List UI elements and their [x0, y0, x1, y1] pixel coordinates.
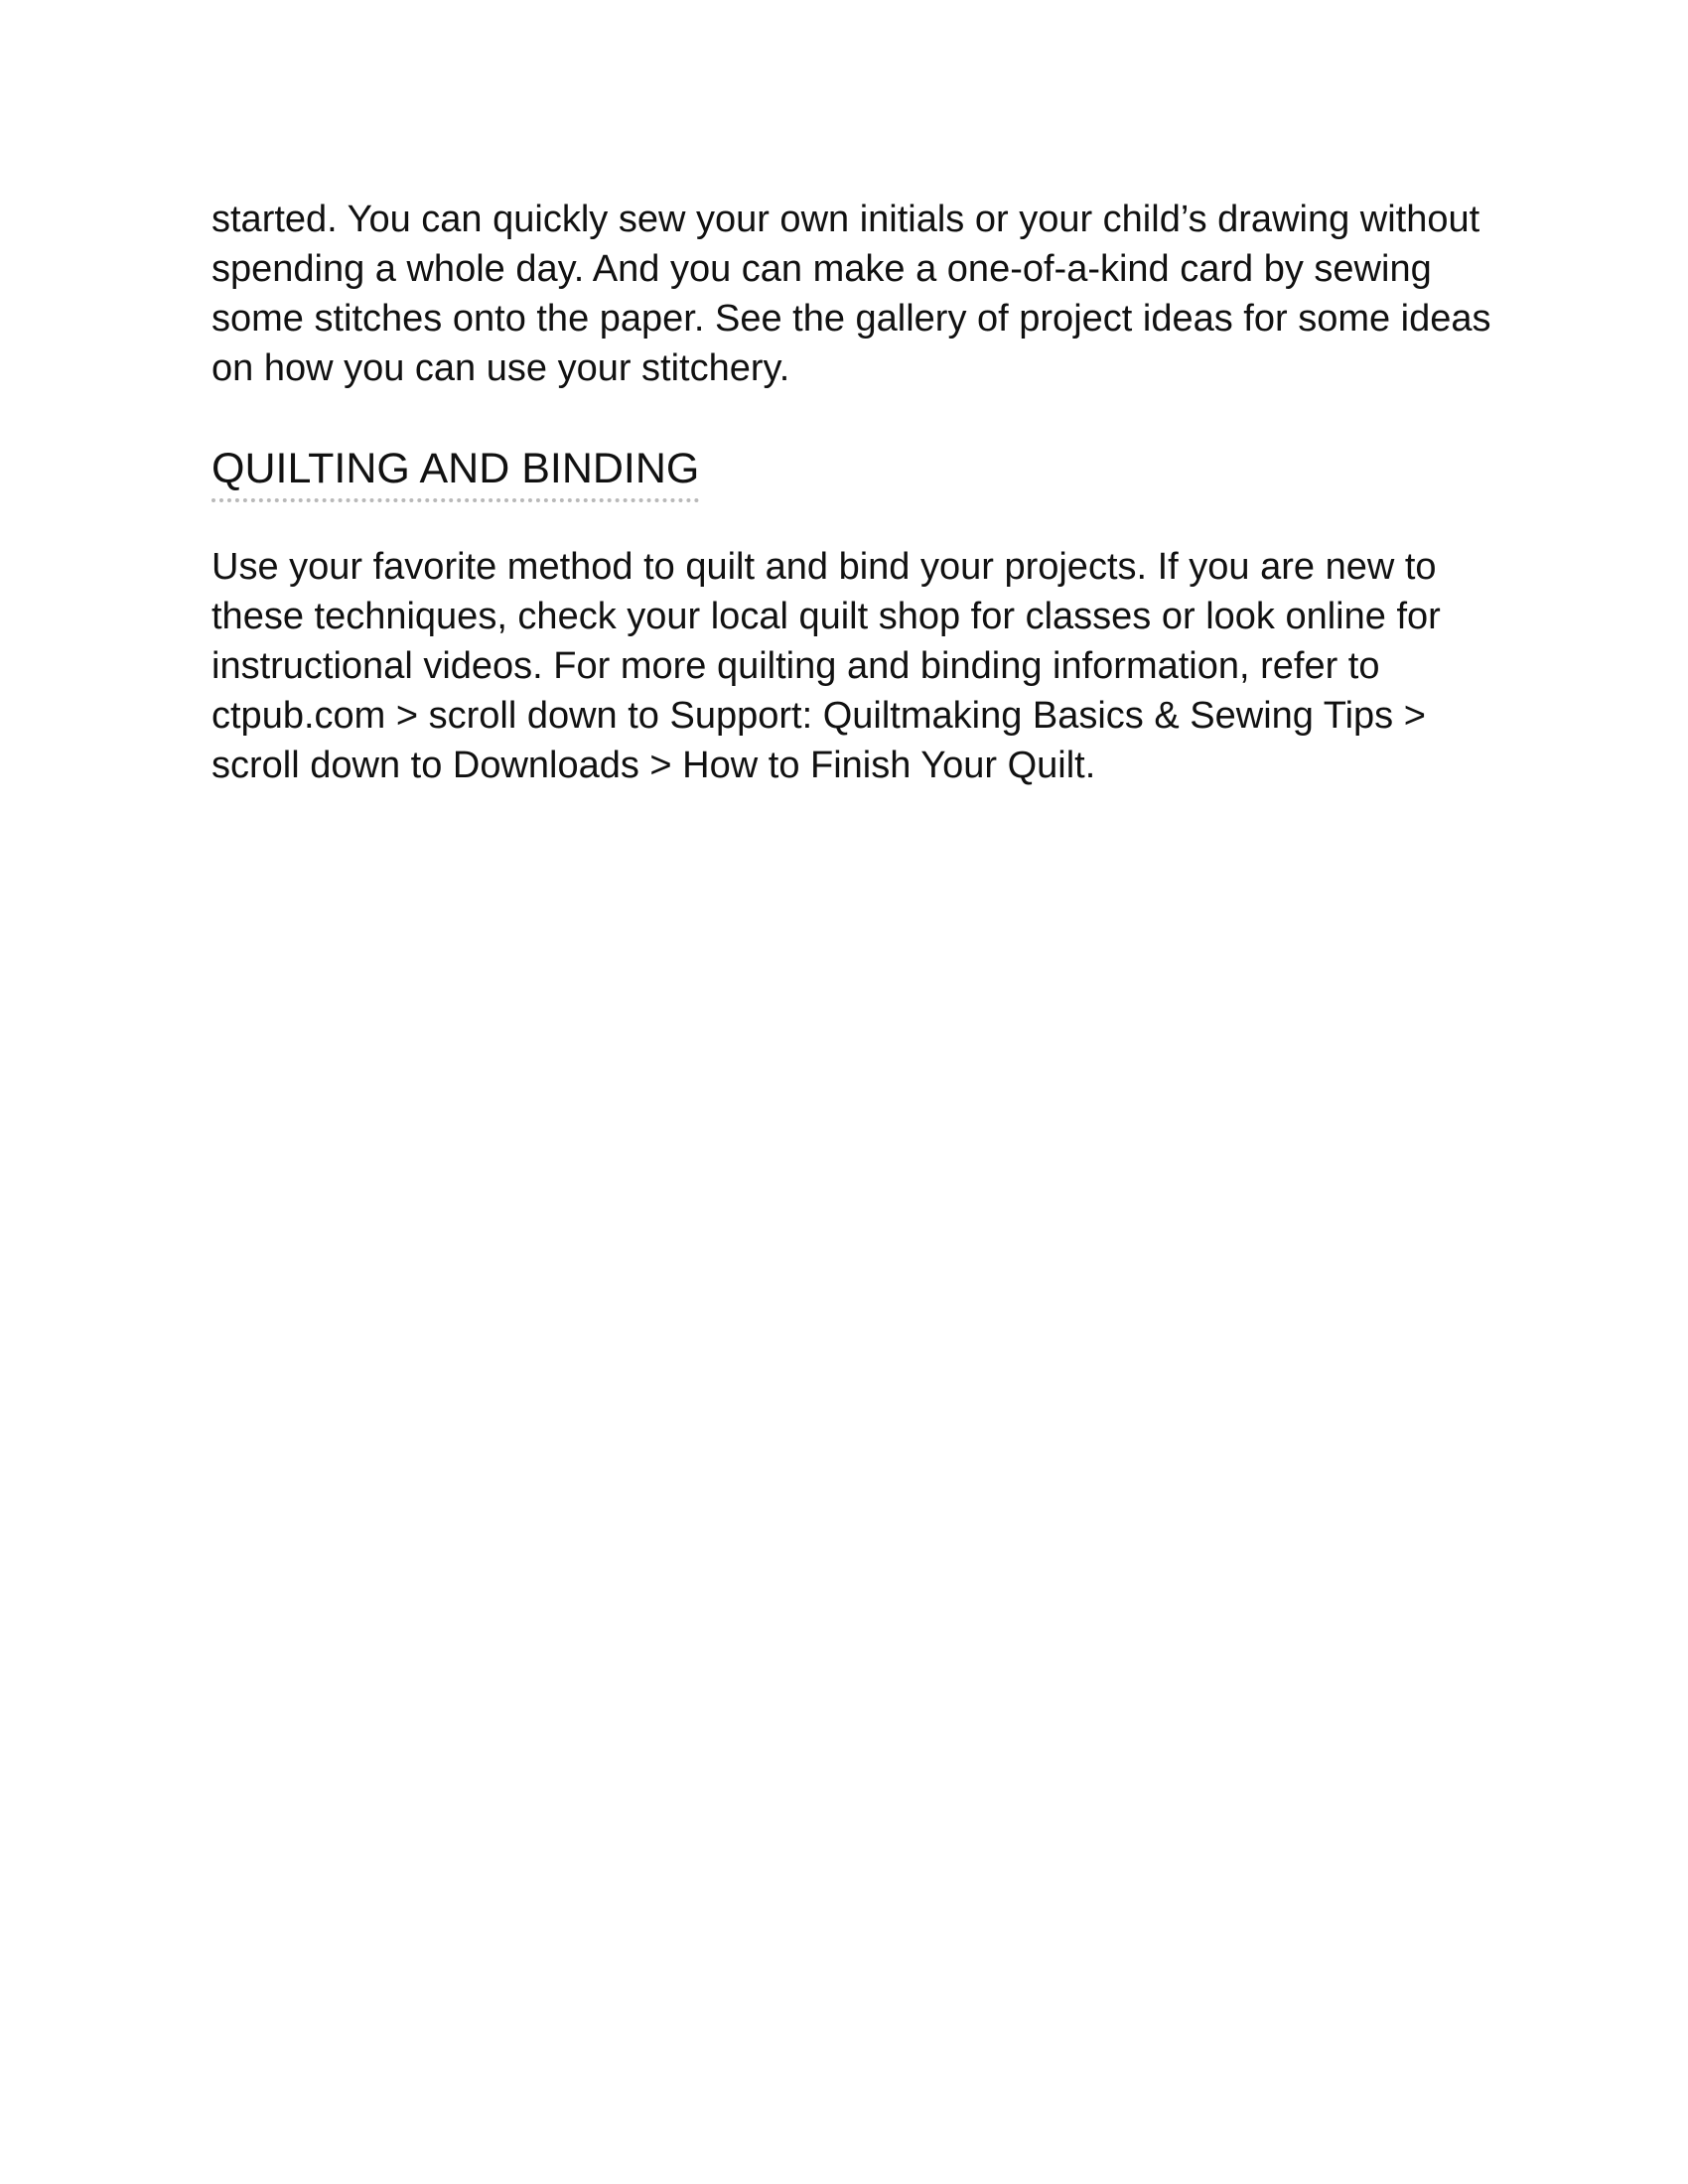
section-paragraph: Use your favorite method to quilt and bind your projects. If you are new to these techniques, check your local quilt shop for classes or look online for instructional videos. For more quilting and binding information, refer to ctpub.com > scroll down to Support: Quiltmaking Basics & Sewing Tips > scroll down to Downloads > How to Finish Your Quilt. [211, 546, 1441, 786]
intro-paragraph: started. You can quickly sew your own initials or your child’s drawing without spending a whole day. And you can make a one-of-a-kind card by sewing some stitches onto the paper. See the gallery of project ideas for some ideas on how you can use your stitchery. [211, 199, 1491, 389]
page-content [211, 195, 1502, 790]
section-heading: QUILTING AND BINDING [211, 443, 699, 502]
